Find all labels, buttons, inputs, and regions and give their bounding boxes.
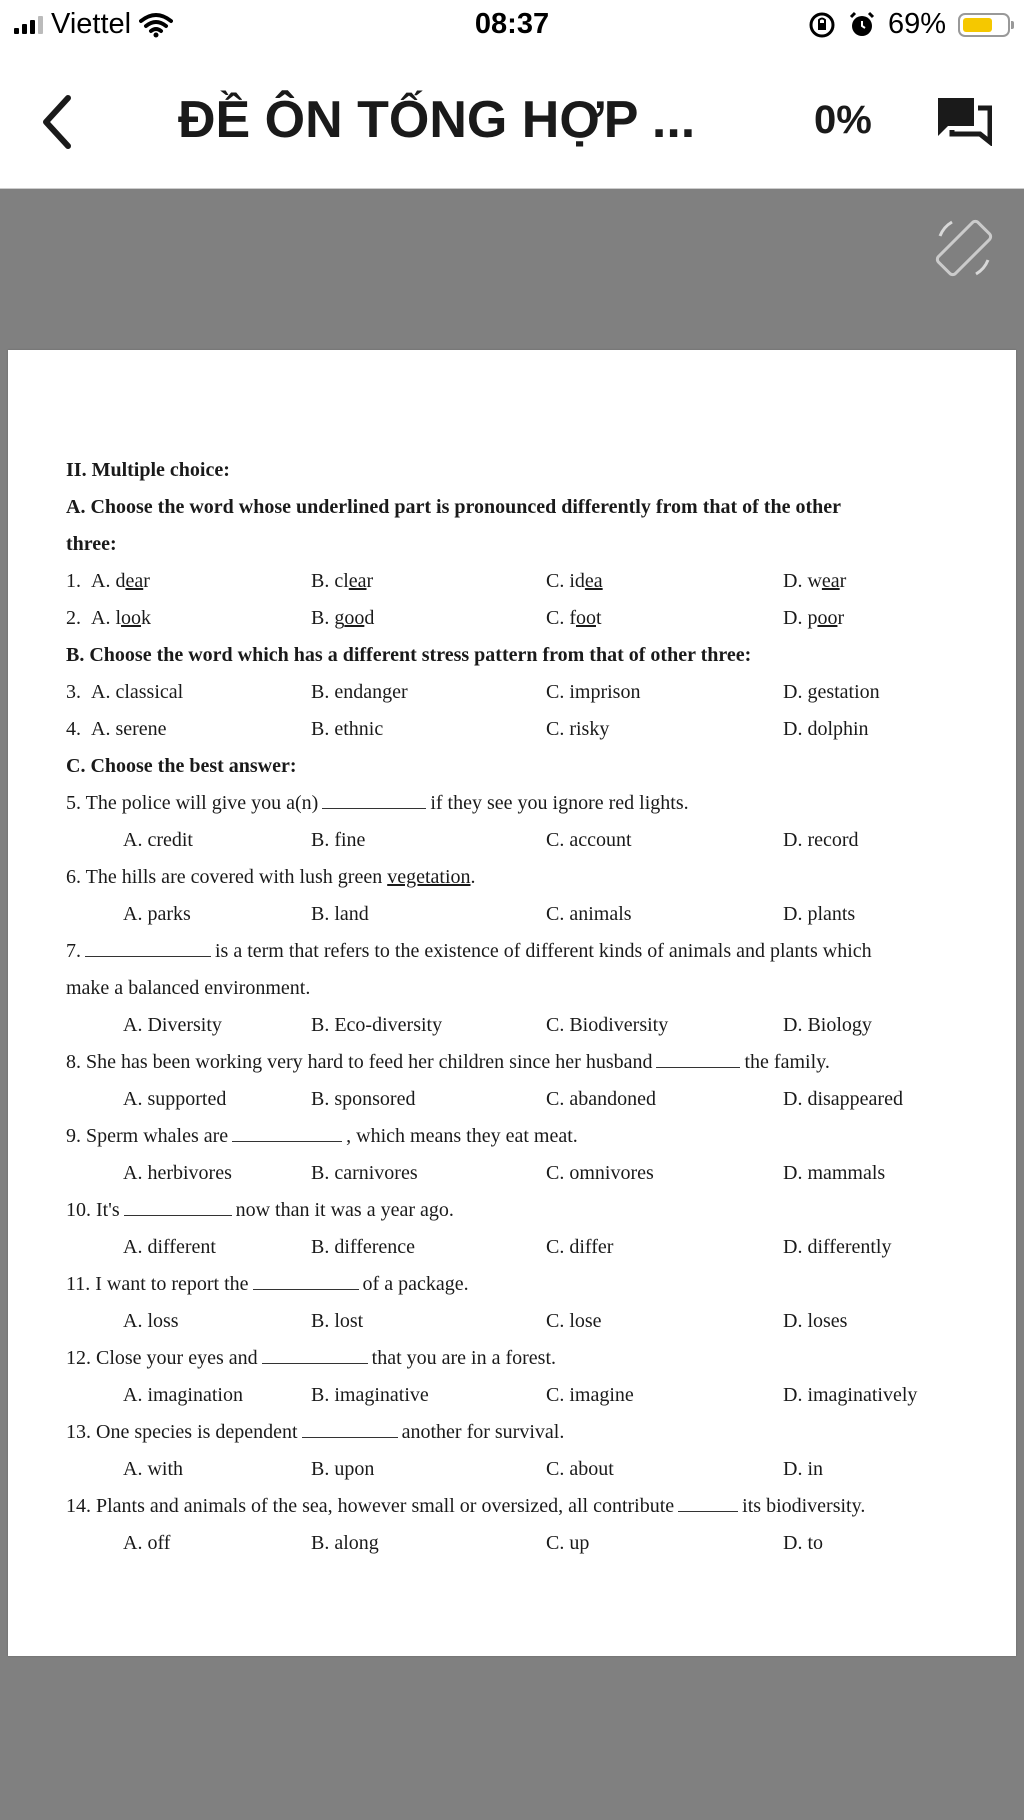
question-6-stem — [66, 859, 956, 896]
option-c: C. risky — [546, 718, 610, 740]
option-b: B. difference — [311, 1236, 416, 1258]
answer-blank — [85, 934, 211, 957]
option-a: A. look — [91, 607, 151, 629]
question-13-stem — [66, 1414, 956, 1451]
section-heading: II. Multiple choice: — [66, 459, 230, 481]
stem-text: another for survival. — [401, 1421, 565, 1443]
option-c: C. differ — [546, 1236, 614, 1258]
stem-text: 10. It's — [66, 1199, 120, 1221]
part-b-instruction: B. Choose the word which has a different stress pattern from that of other three: — [66, 644, 752, 666]
option-b: B. Eco-diversity — [311, 1014, 443, 1036]
stem-text: 9. Sperm whales are — [66, 1125, 229, 1147]
stem-text: now than it was a year ago. — [235, 1199, 454, 1221]
carrier-name: Viettel — [51, 8, 132, 40]
stem-text: 6. The hills are covered with lush green — [66, 866, 388, 888]
option-a: A. parks — [123, 903, 191, 925]
option-d: D. poor — [783, 607, 845, 629]
part-a-instruction-cont: three: — [66, 533, 117, 555]
option-d: D. plants — [783, 903, 856, 925]
option-c: C. animals — [546, 903, 632, 925]
question-number: 1. — [66, 570, 81, 592]
stem-text: the family. — [744, 1051, 830, 1073]
answer-blank — [656, 1045, 740, 1068]
option-d: D. imaginatively — [783, 1384, 918, 1406]
answer-blank — [253, 1267, 359, 1290]
alarm-icon — [848, 11, 876, 39]
comments-icon[interactable] — [936, 96, 992, 146]
option-b: B. carnivores — [311, 1162, 418, 1184]
stem-text: its biodiversity. — [742, 1495, 866, 1517]
document-page[interactable] — [8, 350, 1016, 1656]
question-5-stem — [66, 785, 956, 822]
option-d: D. gestation — [783, 681, 880, 703]
question-3 — [66, 674, 956, 711]
stem-text: that you are in a forest. — [371, 1347, 557, 1369]
clock: 08:37 — [474, 8, 550, 40]
stem-text: 11. I want to report the — [66, 1273, 249, 1295]
question-10-stem — [66, 1192, 956, 1229]
question-12-stem — [66, 1340, 956, 1377]
option-b: B. sponsored — [311, 1088, 416, 1110]
stem-text: 14. Plants and animals of the sea, however small or oversized, all contribute — [66, 1495, 675, 1517]
battery-icon — [958, 13, 1010, 37]
option-d: D. mammals — [783, 1162, 886, 1184]
question-8-stem — [66, 1044, 956, 1081]
battery-percent: 69% — [887, 8, 946, 40]
option-c: C. abandoned — [546, 1088, 656, 1110]
stem-text: 5. The police will give you a(n) — [66, 792, 319, 814]
battery-fill — [963, 18, 992, 32]
answer-blank — [678, 1489, 738, 1512]
option-b: B. lost — [311, 1310, 364, 1332]
stem-text: of a package. — [362, 1273, 469, 1295]
rotate-screen-icon[interactable] — [930, 214, 998, 282]
option-a: A. off — [123, 1532, 171, 1554]
answer-blank — [302, 1415, 398, 1438]
question-2 — [66, 600, 956, 637]
option-d: D. wear — [783, 570, 847, 592]
option-b: B. good — [311, 607, 375, 629]
option-d: D. to — [783, 1532, 823, 1554]
option-c: C. lose — [546, 1310, 602, 1332]
option-c: C. imprison — [546, 681, 641, 703]
question-7-stem — [66, 933, 956, 970]
question-11-stem — [66, 1266, 956, 1303]
question-7-stem-cont: make a balanced environment. — [66, 977, 311, 999]
option-c: C. idea — [546, 570, 603, 592]
option-d: D. disappeared — [783, 1088, 903, 1110]
option-b: B. endanger — [311, 681, 408, 703]
option-d: D. Biology — [783, 1014, 872, 1036]
document-content — [66, 452, 956, 1562]
answer-blank — [232, 1119, 342, 1142]
stem-text: is a term that refers to the existence of different kinds of animals and plants which — [215, 940, 872, 962]
option-a: A. classical — [91, 681, 184, 703]
option-b: B. clear — [311, 570, 374, 592]
option-c: C. imagine — [546, 1384, 634, 1406]
option-d: D. in — [783, 1458, 823, 1480]
option-c: C. Biodiversity — [546, 1014, 669, 1036]
part-c-instruction: C. Choose the best answer: — [66, 755, 297, 777]
option-d: D. record — [783, 829, 859, 851]
option-b: B. land — [311, 903, 369, 925]
question-number: 4. — [66, 718, 81, 740]
nav-bar — [0, 52, 1024, 189]
stem-text: 13. One species is dependent — [66, 1421, 298, 1443]
option-b: B. imaginative — [311, 1384, 429, 1406]
stem-text: 7. — [66, 940, 81, 962]
question-12-options — [66, 1377, 956, 1414]
question-9-options — [66, 1155, 956, 1192]
option-a: A. serene — [91, 718, 167, 740]
option-c: C. foot — [546, 607, 602, 629]
part-a-instruction: A. Choose the word whose underlined part is pronounced differently from that of the other — [66, 496, 841, 518]
option-a: A. with — [123, 1458, 183, 1480]
question-8-options — [66, 1081, 956, 1118]
option-a: A. different — [123, 1236, 216, 1258]
reading-progress: 0% — [814, 98, 872, 142]
option-c: C. about — [546, 1458, 614, 1480]
option-b: B. along — [311, 1532, 379, 1554]
status-bar — [0, 0, 1024, 52]
stem-text: 12. Close your eyes and — [66, 1347, 258, 1369]
question-number: 2. — [66, 607, 81, 629]
stem-text: 8. She has been working very hard to feed her children since her husband — [66, 1051, 653, 1073]
answer-blank — [124, 1193, 232, 1216]
question-7-options — [66, 1007, 956, 1044]
question-9-stem — [66, 1118, 956, 1155]
stem-text: . — [470, 866, 476, 888]
rotation-lock-icon — [808, 11, 836, 39]
option-b: B. ethnic — [311, 718, 384, 740]
stem-text: if they see you ignore red lights. — [430, 792, 689, 814]
back-chevron-icon[interactable] — [36, 92, 80, 152]
option-a: A. credit — [123, 829, 193, 851]
question-number: 3. — [66, 681, 81, 703]
underlined-word: vegetation — [387, 866, 471, 888]
option-c: C. omnivores — [546, 1162, 654, 1184]
stem-text: , which means they eat meat. — [346, 1125, 578, 1147]
question-5-options — [66, 822, 956, 859]
option-c: C. up — [546, 1532, 590, 1554]
question-11-options — [66, 1303, 956, 1340]
question-6-options — [66, 896, 956, 933]
question-13-options — [66, 1451, 956, 1488]
option-b: B. fine — [311, 829, 366, 851]
question-1 — [66, 563, 956, 600]
question-14-stem — [66, 1488, 956, 1525]
option-a: A. imagination — [123, 1384, 243, 1406]
page-title: ĐỀ ÔN TỐNG HỢP ... — [178, 91, 696, 149]
question-14-options — [66, 1525, 956, 1562]
option-a: A. herbivores — [123, 1162, 232, 1184]
option-a: A. loss — [123, 1310, 179, 1332]
option-a: A. dear — [91, 570, 150, 592]
option-a: A. Diversity — [123, 1014, 222, 1036]
answer-blank — [322, 786, 426, 809]
option-c: C. account — [546, 829, 632, 851]
option-b: B. upon — [311, 1458, 375, 1480]
status-right — [808, 8, 1010, 41]
option-d: D. loses — [783, 1310, 848, 1332]
answer-blank — [262, 1341, 368, 1364]
option-a: A. supported — [123, 1088, 227, 1110]
option-d: D. dolphin — [783, 718, 869, 740]
question-4 — [66, 711, 956, 748]
question-10-options — [66, 1229, 956, 1266]
option-d: D. differently — [783, 1236, 892, 1258]
